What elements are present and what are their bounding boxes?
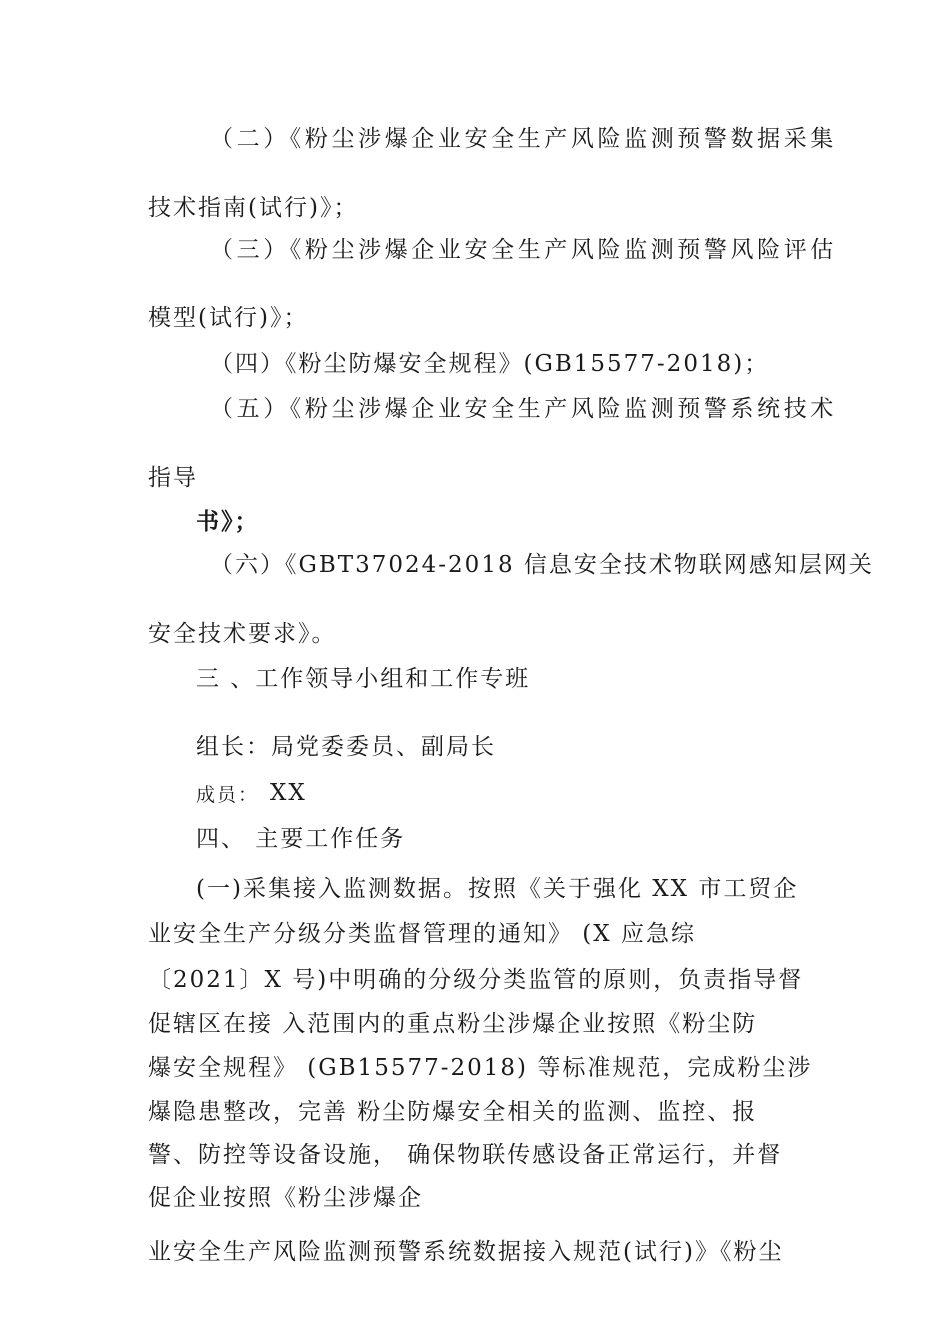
text-line-3: （三）《粉尘涉爆企业安全生产风险监测预警风险评估: [210, 237, 837, 263]
text-line-8: 书》；: [196, 508, 260, 535]
text-line-18: 〔2021〕X 号)中明确的分级分类监管的原则，负责指导督: [148, 967, 804, 993]
text-line-4: 模型(试行)》；: [148, 305, 309, 331]
text-line-23: 促企业按照《粉尘涉爆企: [148, 1185, 423, 1211]
text-line-2: 技术指南(试行)》；: [148, 195, 359, 221]
text-line-7: 指导: [148, 465, 198, 491]
text-line-17: 业安全生产分级分类监督管理的通知》 (X 应急综: [148, 921, 696, 947]
text-line-21: 爆隐患整改，完善 粉尘防爆安全相关的监测、监控、报: [148, 1099, 758, 1125]
text-line-members-label: 成员：: [196, 784, 260, 806]
text-line-1: （二）《粉尘涉爆企业安全生产风险监测预警数据采集: [210, 126, 837, 152]
text-line-10: 安全技术要求》。: [148, 621, 337, 647]
text-line-9: （六）《GBT37024-2018 信息安全技术物联网感知层网关: [210, 552, 874, 578]
text-line-24: 业安全生产风险监测预警系统数据接入规范(试行)》《粉尘: [148, 1239, 784, 1265]
text-line-6: （五）《粉尘涉爆企业安全生产风险监测预警系统技术: [210, 396, 837, 422]
section-heading-4: 四、 主要工作任务: [196, 826, 406, 852]
text-line-5: （四）《粉尘防爆安全规程》(GB15577-2018)；: [210, 351, 770, 377]
text-line-22: 警、防控等设备设施， 确保物联传感设备正常运行，并督: [148, 1142, 783, 1168]
text-line-members-value: XX: [270, 780, 307, 806]
text-line-20: 爆安全规程》 (GB15577-2018) 等标准规范，完成粉尘涉: [148, 1055, 813, 1081]
text-line-19: 促辖区在接 入范围内的重点粉尘涉爆企业按照《粉尘防: [148, 1011, 758, 1037]
section-heading-3: 三 、工作领导小组和工作专班: [196, 666, 531, 692]
text-line-leader: 组长：局党委委员、副局长: [196, 734, 496, 760]
text-line-16: (一)采集接入监测数据。按照《关于强化 XX 市工贸企: [196, 876, 799, 902]
